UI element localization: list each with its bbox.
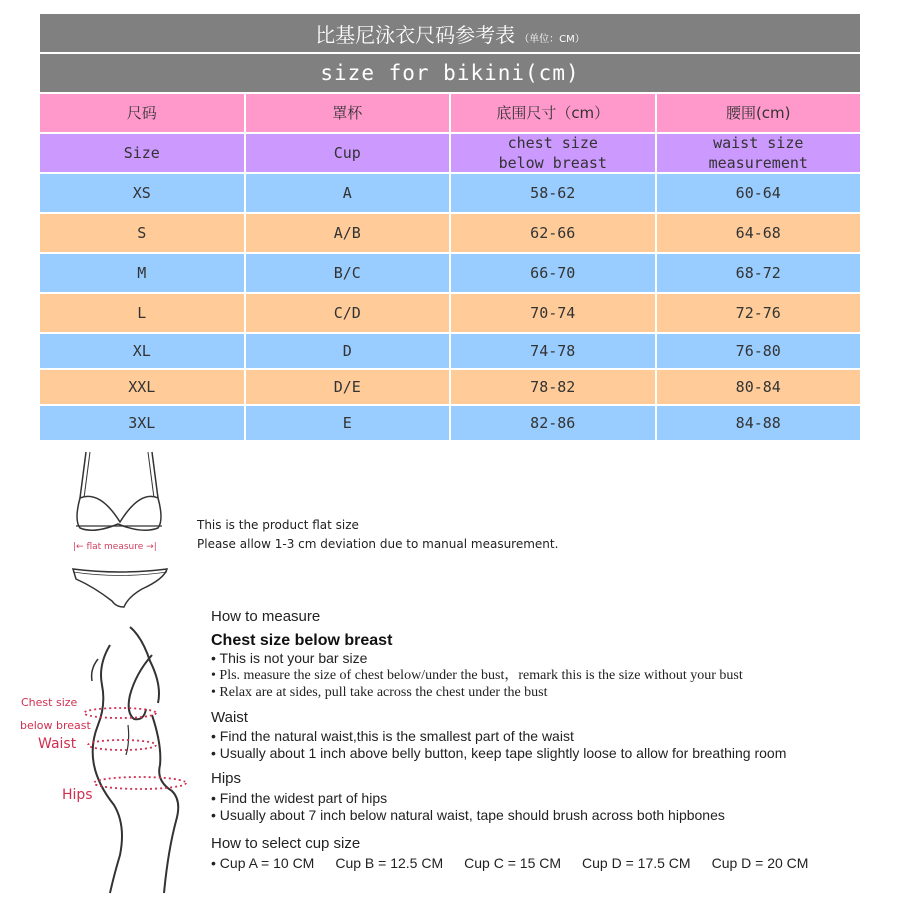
header-size: Size [40, 134, 246, 172]
measure-instructions [211, 608, 891, 871]
header-cup: Cup [246, 134, 452, 172]
cell-size: L [40, 294, 246, 332]
flat-measure-label: |← flat measure →| [73, 542, 157, 552]
size-chart-table [40, 14, 860, 440]
cup-a-value: • Cup A = 10 CM [211, 855, 315, 871]
cell-cup: B/C [246, 254, 452, 292]
body-silhouette-illustration [80, 625, 200, 895]
table-row [40, 254, 860, 292]
chest-section-title: Chest size below breast [211, 632, 393, 649]
flat-note-line1: This is the product flat size [197, 518, 359, 532]
header-row-chinese [40, 94, 860, 132]
cell-chest: 74-78 [451, 334, 657, 368]
cell-cup: E [246, 406, 452, 440]
cup-d2-value: Cup D = 20 CM [711, 855, 809, 871]
table-row [40, 334, 860, 368]
waist-section-title: Waist [211, 709, 248, 726]
chest-bullet-3: • Relax are at sides, pull take across the chest under the bust [211, 685, 548, 700]
hips-bullet-1: • Find the widest part of hips [211, 790, 388, 806]
bikini-top-illustration [66, 450, 176, 540]
cell-cup: A [246, 174, 452, 212]
flat-note-line2: Please allow 1-3 cm deviation due to manual measurement. [197, 537, 559, 551]
cell-chest: 66-70 [451, 254, 657, 292]
hips-label: Hips [62, 787, 93, 803]
waist-label: Waist [38, 736, 77, 752]
cup-d-value: Cup D = 17.5 CM [582, 855, 691, 871]
table-row [40, 214, 860, 252]
chart-unit: （单位：CM） [519, 33, 585, 45]
cell-chest: 70-74 [451, 294, 657, 332]
how-to-measure-heading: How to measure [211, 608, 321, 625]
cup-c-value: Cup C = 15 CM [464, 855, 562, 871]
waist-bullet-1: • Find the natural waist,this is the smallest part of the waist [211, 728, 574, 744]
cell-size: XS [40, 174, 246, 212]
header-waist: waist size measurement [708, 134, 808, 172]
chart-title-bar [40, 14, 860, 52]
chest-size-label: Chest size [21, 696, 78, 709]
flat-measure-text: flat measure [86, 542, 144, 552]
table-row [40, 406, 860, 440]
table-row [40, 294, 860, 332]
cell-cup: D [246, 334, 452, 368]
cell-chest: 62-66 [451, 214, 657, 252]
table-row [40, 370, 860, 404]
cell-chest: 58-62 [451, 174, 657, 212]
table-row [40, 174, 860, 212]
header-row-english [40, 134, 860, 172]
cup-size-list [211, 855, 891, 871]
cell-size: XL [40, 334, 246, 368]
cell-size: M [40, 254, 246, 292]
below-breast-label: below breast [20, 719, 91, 732]
cell-waist: 76-80 [735, 342, 781, 360]
chart-subtitle: size for bikini(cm) [40, 54, 860, 92]
cell-waist: 72-76 [735, 304, 781, 322]
cell-cup: D/E [246, 370, 452, 404]
cup-section-title: How to select cup size [211, 835, 361, 852]
header-cup-cn: 罩杯 [246, 94, 452, 132]
cell-chest: 78-82 [451, 370, 657, 404]
chest-bullet-1: • This is not your bar size [211, 650, 368, 666]
cell-waist: 64-68 [735, 224, 781, 242]
cell-cup: C/D [246, 294, 452, 332]
cell-waist: 80-84 [735, 378, 781, 396]
header-waist-cn: 腰围(cm) [725, 104, 791, 122]
hips-bullet-2: • Usually about 7 inch below natural waist, tape should brush across both hipbones [211, 807, 725, 823]
header-chest: chest size below breast [451, 134, 657, 172]
waist-bullet-2: • Usually about 1 inch above belly button, keep tape slightly loose to allow for breathing room [211, 745, 787, 761]
cup-b-value: Cup B = 12.5 CM [335, 855, 444, 871]
bikini-bottom-illustration [70, 563, 170, 611]
cell-waist: 84-88 [735, 414, 781, 432]
cell-waist: 68-72 [735, 264, 781, 282]
cell-cup: A/B [246, 214, 452, 252]
header-size-cn: 尺码 [40, 94, 246, 132]
chart-title: 比基尼泳衣尺码参考表 [315, 22, 516, 47]
flat-size-note [197, 516, 558, 554]
cell-chest: 82-86 [451, 406, 657, 440]
header-chest-cn: 底围尺寸（cm） [451, 94, 657, 132]
cell-size: 3XL [40, 406, 246, 440]
chest-bullet-2: • Pls. measure the size of chest below/under the bust，remark this is the size without your bust [211, 668, 743, 683]
cell-size: XXL [40, 370, 246, 404]
cell-size: S [40, 214, 246, 252]
hips-section-title: Hips [211, 770, 242, 787]
cell-waist: 60-64 [735, 184, 781, 202]
